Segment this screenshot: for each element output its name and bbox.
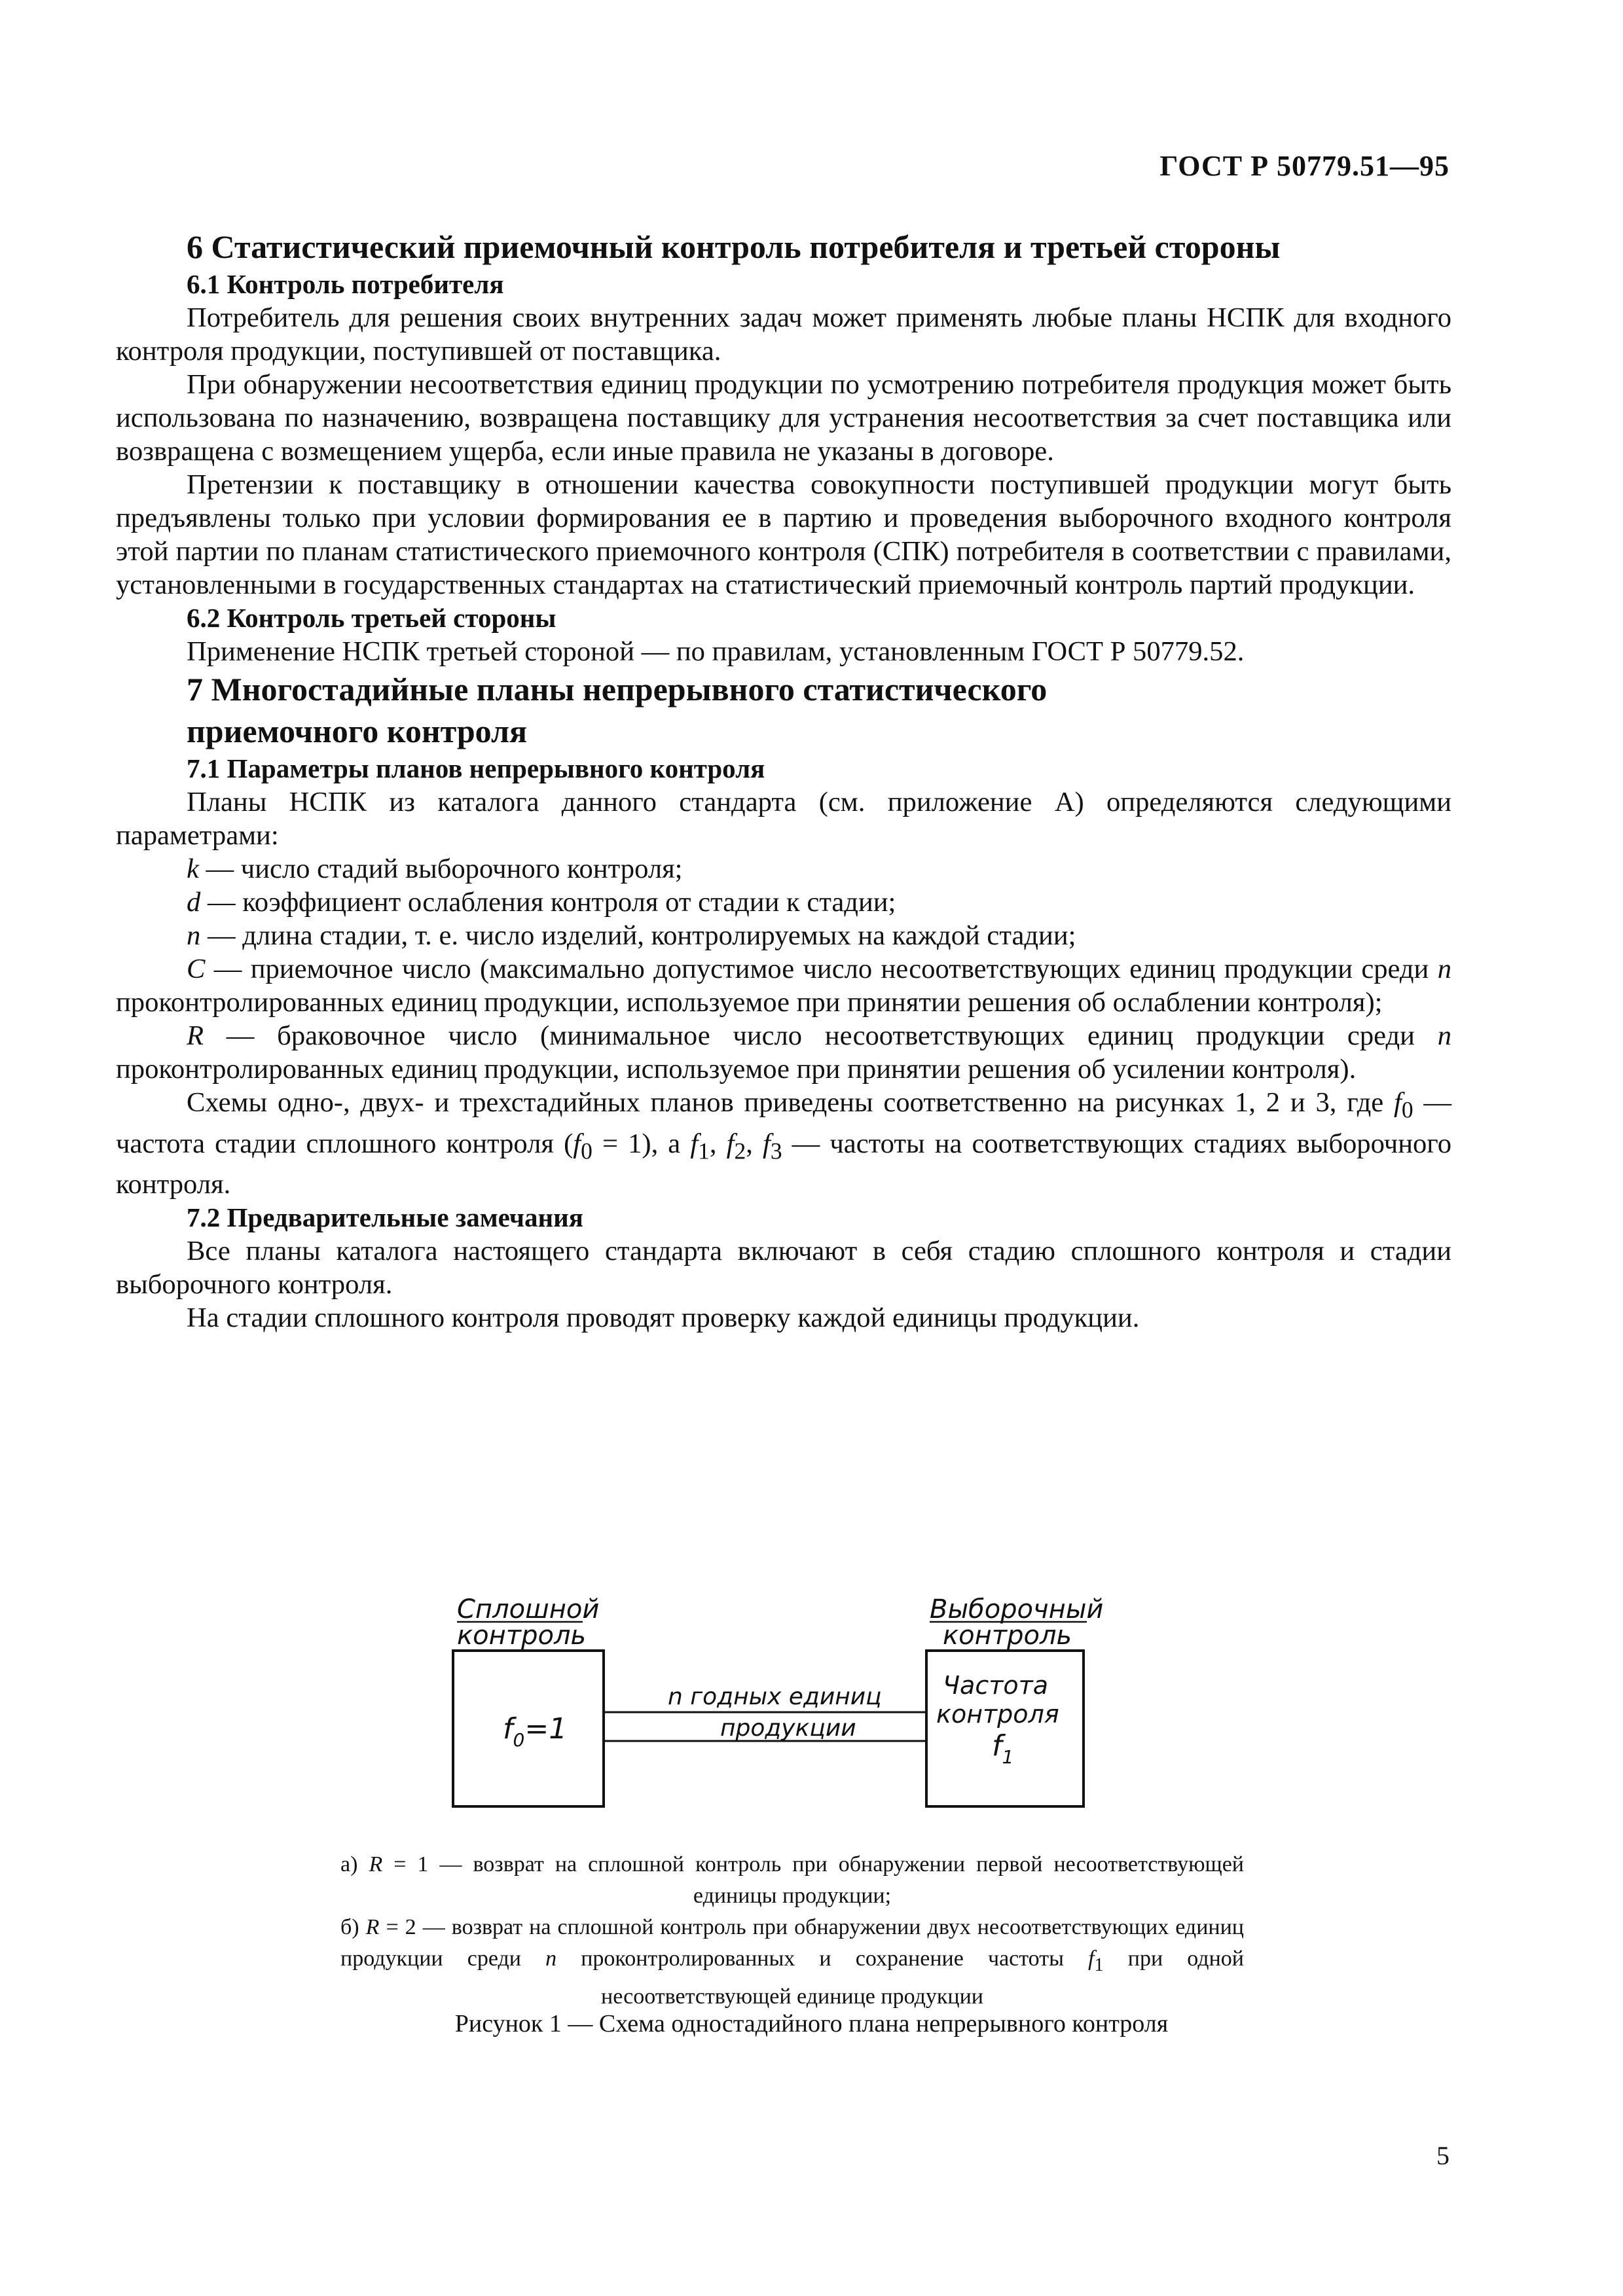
left-label-line-2: контроль [457, 1621, 587, 1651]
right-label-line-1: Выборочный [930, 1594, 1104, 1624]
right-box-line-2: контроля [936, 1700, 1059, 1729]
paragraph: На стадии сплошного контроля проводят проверку каждой единицы продукции. [187, 1302, 1140, 1334]
figure-1-diagram [426, 1584, 1159, 1820]
left-box-f0: $f_0=1$ [503, 1712, 568, 1751]
paragraph: Потребитель для решения своих внутренних задач может применять любые планы НСПК для входного контроля продукции, поступившей от поставщика. [116, 302, 1451, 367]
subsection-7-1-title: 7.1 Параметры планов непрерывного контроля [187, 753, 765, 783]
subsection-6-1-title: 6.1 Контроль потребителя [187, 269, 504, 299]
section-7-title-line-1: 7 Многостадийные планы непрерывного статистического [187, 671, 1048, 708]
paragraph: При обнаружении несоответствия единиц продукции по усмотрению потребителя продукция может быть использована по назначению, возвращена поставщику для устранения несоответствия за счет поставщика или возвращена с возмещением ущерба, если иные правила не указаны в договоре. [116, 369, 1451, 467]
document-code: ГОСТ Р 50779.51—95 [1159, 150, 1450, 182]
paragraph: Планы НСПК из каталога данного стандарта (см. приложение А) определяются следующими параметрами: [116, 787, 1451, 851]
note-a: а) R = 1 — возврат на сплошной контроль при обнаружении первой несоответствующей единицы продукции; [340, 1852, 1244, 1908]
right-box-f1: $f_1$ [992, 1729, 1014, 1768]
note-b: б) R = 2 — возврат на сплошной контроль при обнаружении двух несоответствующих единиц продукции среди n проконтролированных и сохранение частоты $f_1$ при одной несоответствующей единице продукции [340, 1915, 1244, 2009]
param-r: R — браковочное число (минимальное число несоответствующих единиц продукции среди n проконтролированных единиц продукции, используемое при принятии решения об усилении контроля). [116, 1020, 1451, 1085]
arrow-label-top: n годных единиц [668, 1683, 882, 1710]
paragraph: Все планы каталога настоящего стандарта включают в себя стадию сплошного контроля и стадии выборочного контроля. [116, 1236, 1451, 1300]
section-6-title: 6 Статистический приемочный контроль потребителя и третьей стороны [187, 228, 1281, 265]
page-number: 5 [1436, 2141, 1450, 2170]
left-label-line-1: Сплошной [457, 1594, 600, 1624]
right-label-line-2: контроль [943, 1621, 1072, 1651]
paragraph: Применение НСПК третьей стороной — по правилам, установленным ГОСТ Р 50779.52. [187, 636, 1245, 667]
param-k: k — число стадий выборочного контроля; [187, 853, 683, 884]
param-n: n — длина стадии, т. е. число изделий, контролируемых на каждой стадии; [187, 920, 1076, 951]
section-7-title-line-2: приемочного контроля [187, 713, 528, 749]
page-body [116, 226, 1451, 1335]
param-d: d — коэффициент ослабления контроля от стадии к стадии; [187, 887, 896, 918]
figure-caption: Рисунок 1 — Схема одностадийного плана непрерывного контроля [454, 2010, 1169, 2037]
paragraph-schemes: Схемы одно-, двух- и трехстадийных планов приведены соответственно на рисунках 1, 2 и 3, где $f_0$ — частота стадии сплошного контроля $(f_0 = 1)$, а $f_1$, $f_2$, $f_3$ — частоты на соответствующих стадиях выборочного контроля. [116, 1087, 1452, 1200]
subsection-6-2-title: 6.2 Контроль третьей стороны [187, 603, 556, 633]
paragraph: Претензии к поставщику в отношении качества совокупности поступившей продукции могут быть предъявлены только при условии формирования ее в партию и проведения выборочного входного контроля этой партии по планам статистического приемочного контроля (СПК) потребителя в соответствии с правилами, установленными в государственных стандартах на статистический приемочный контроль партий продукции. [116, 469, 1451, 600]
subsection-7-2-title: 7.2 Предварительные замечания [187, 1202, 583, 1233]
param-c: C — приемочное число (максимально допустимое число несоответствующих единиц продукции среди n проконтролированных единиц продукции, используемое при принятии решения об ослаблении контроля); [116, 954, 1451, 1018]
section-7-title [116, 668, 1451, 752]
arrow-label-bottom: продукции [720, 1715, 856, 1742]
figure-notes [340, 1849, 1244, 2013]
diagram-svg [426, 1584, 1159, 1820]
right-box-line-1: Частота [943, 1671, 1049, 1700]
